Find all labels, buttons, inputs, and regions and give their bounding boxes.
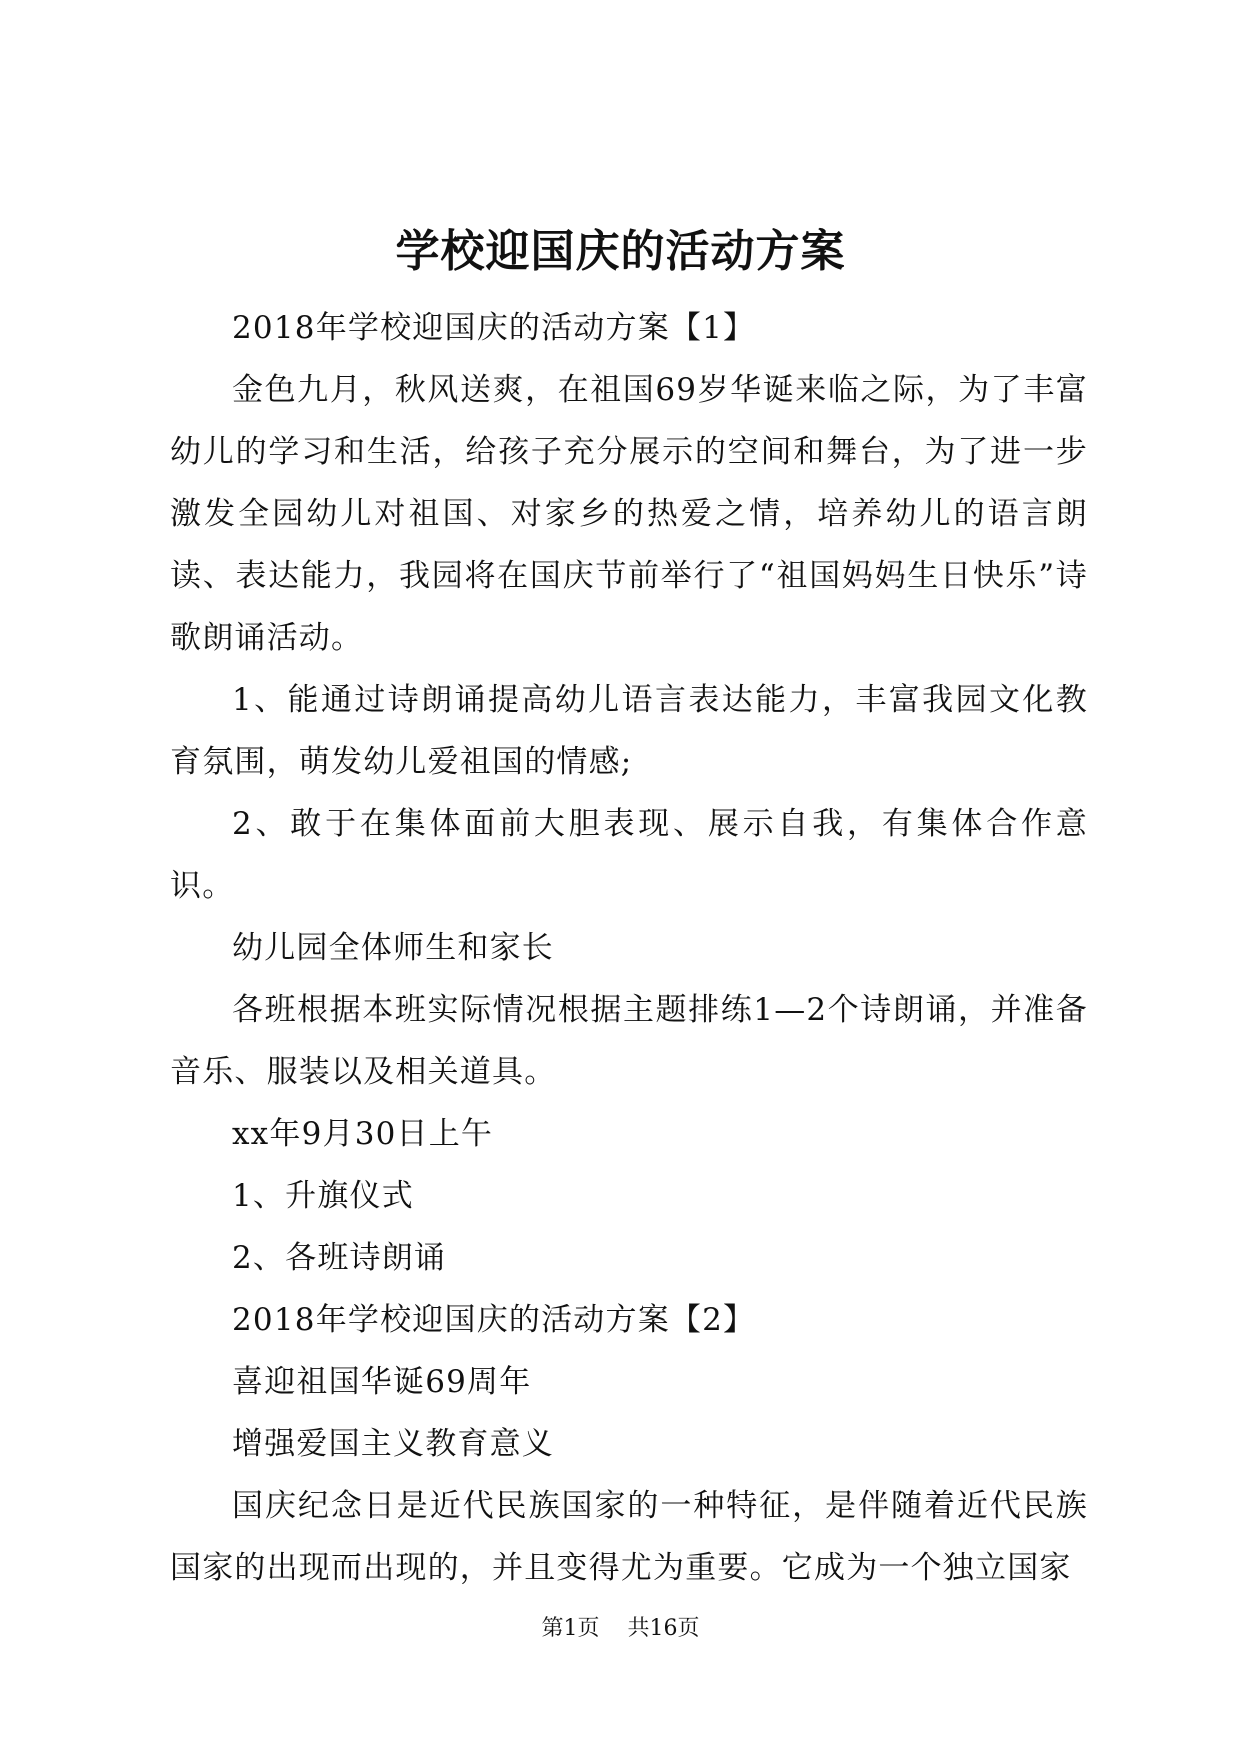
- paragraph-intro: 金色九月，秋风送爽，在祖国69岁华诞来临之际，为了丰富幼儿的学习和生活，给孩子充分展示的空间和舞台，为了进一步激发全园幼儿对祖国、对家乡的热爱之情，培养幼儿的语言朗读、表达能力，我园将在国庆节前举行了“祖国妈妈生日快乐”诗歌朗诵活动。: [170, 372, 1088, 656]
- date-line: xx年9月30日上午: [232, 1116, 494, 1152]
- preparation-paragraph: 各班根据本班实际情况根据主题排练1—2个诗朗诵，并准备音乐、服装以及相关道具。: [170, 992, 1088, 1090]
- section-heading-2: 2018年学校迎国庆的活动方案【2】: [232, 1302, 756, 1338]
- agenda-item-2: 2、各班诗朗诵: [232, 1240, 447, 1276]
- section-heading-1: 2018年学校迎国庆的活动方案【1】: [232, 310, 756, 346]
- page-footer: [0, 1614, 1241, 1644]
- document-title: 学校迎国庆的活动方案: [395, 226, 846, 277]
- participants-line: 幼儿园全体师生和家长: [232, 930, 554, 966]
- purpose-line: 增强爱国主义教育意义: [232, 1426, 554, 1462]
- page-total: 共16页: [627, 1616, 700, 1641]
- theme-line: 喜迎祖国华诞69周年: [232, 1364, 532, 1400]
- agenda-item-1: 1、升旗仪式: [232, 1178, 414, 1214]
- goal-item-2: 2、敢于在集体面前大胆表现、展示自我，有集体合作意识。: [170, 806, 1088, 904]
- document-body: [170, 297, 1088, 1599]
- page-number: 第1页: [541, 1616, 600, 1641]
- goal-item-1: 1、能通过诗朗诵提高幼儿语言表达能力，丰富我园文化教育氛围，萌发幼儿爱祖国的情感;: [170, 682, 1088, 780]
- paragraph-national-day: 国庆纪念日是近代民族国家的一种特征，是伴随着近代民族国家的出现而出现的，并且变得尤为重要。它成为一个独立国家: [170, 1488, 1088, 1586]
